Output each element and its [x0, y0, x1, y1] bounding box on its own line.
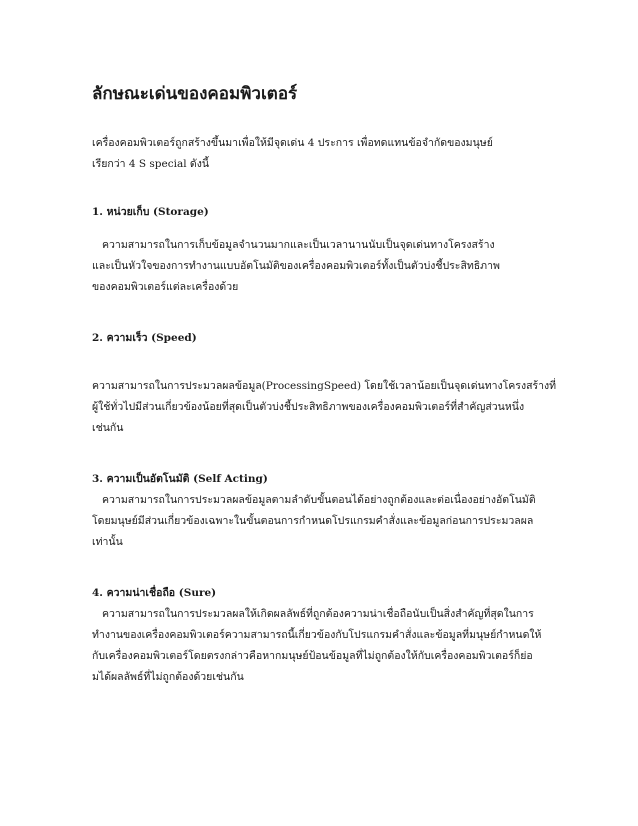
intro-line: เครื่องคอมพิวเตอร์ถูกสร้างขึ้นมาเพื่อให้มีจุดเด่น 4 ประการ เพื่อทดแทนข้อจำกัดของมนุษย์ [92, 137, 493, 149]
section-line: ทำงานของเครื่องคอมพิวเตอร์ความสามารถนี้เกี่ยวข้องกับโปรแกรมคำสั่งและข้อมูลที่มนุษย์กำหนดให้ [92, 629, 542, 641]
section-heading: 2. ความเร็ว (Speed) [92, 332, 197, 344]
section-line: เท่านั้น [92, 536, 123, 548]
section-line: ความสามารถในการประมวลผลให้เกิดผลลัพธ์ที่ถูกต้องความน่าเชื่อถือนับเป็นสิ่งสำคัญที่สุดในการ [102, 608, 534, 620]
section-heading: 4. ความน่าเชื่อถือ (Sure) [92, 587, 217, 599]
section-line: ของคอมพิวเตอร์แต่ละเครื่องด้วย [92, 281, 239, 293]
section-line: และเป็นหัวใจของการทำงานแบบอัตโนมัติของเครื่องคอมพิวเตอร์ทั้งเป็นตัวบ่งชี้ประสิทธิภาพ [92, 260, 500, 272]
section-line: เช่นกัน [92, 422, 124, 434]
section-speed [92, 328, 598, 439]
intro-paragraph [92, 133, 598, 175]
section-line: ผู้ใช้ทั่วไปมีส่วนเกี่ยวข้องน้อยที่สุดเป็นตัวบ่งชี้ประสิทธิภาพของเครื่องคอมพิวเตอร์ที่สำคัญส่วนหนึ่ง [92, 401, 525, 413]
section-heading: 3. ความเป็นอัตโนมัติ (Self Acting) [92, 473, 268, 485]
intro-line: เรียกว่า 4 S special ดังนี้ [92, 158, 210, 170]
section-sure [92, 583, 598, 688]
section-storage [92, 202, 598, 298]
section-line: มได้ผลลัพธ์ที่ไม่ถูกต้องด้วยเช่นกัน [92, 671, 244, 683]
page-title: ลักษณะเด่นของคอมพิวเตอร์ [92, 84, 298, 104]
section-line: ความสามารถในการประมวลผลข้อมูล(ProcessingSpeed) โดยใช้เวลาน้อยเป็นจุดเด่นทางโครงสร้างที่ [92, 380, 557, 392]
section-line: กับเครื่องคอมพิวเตอร์โดยตรงกล่าวคือหากมนุษย์ป้อนข้อมูลที่ไม่ถูกต้องให้กับเครื่องคอมพิวเตอร์ก็ย่อ [92, 650, 533, 662]
section-line: ความสามารถในการประมวลผลข้อมูลตามลำดับขั้นตอนได้อย่างถูกต้องและต่อเนื่องอย่างอัตโนมัติ [102, 494, 536, 506]
section-line: โดยมนุษย์มีส่วนเกี่ยวข้องเฉพาะในขั้นตอนการกำหนดโปรแกรมคำสั่งและข้อมูลก่อนการประมวลผล [92, 515, 534, 527]
section-heading: 1. หน่วยเก็บ (Storage) [92, 206, 209, 218]
section-self-acting [92, 469, 598, 553]
section-line: ความสามารถในการเก็บข้อมูลจำนวนมากและเป็นเวลานานนับเป็นจุดเด่นทางโครงสร้าง [102, 239, 495, 251]
